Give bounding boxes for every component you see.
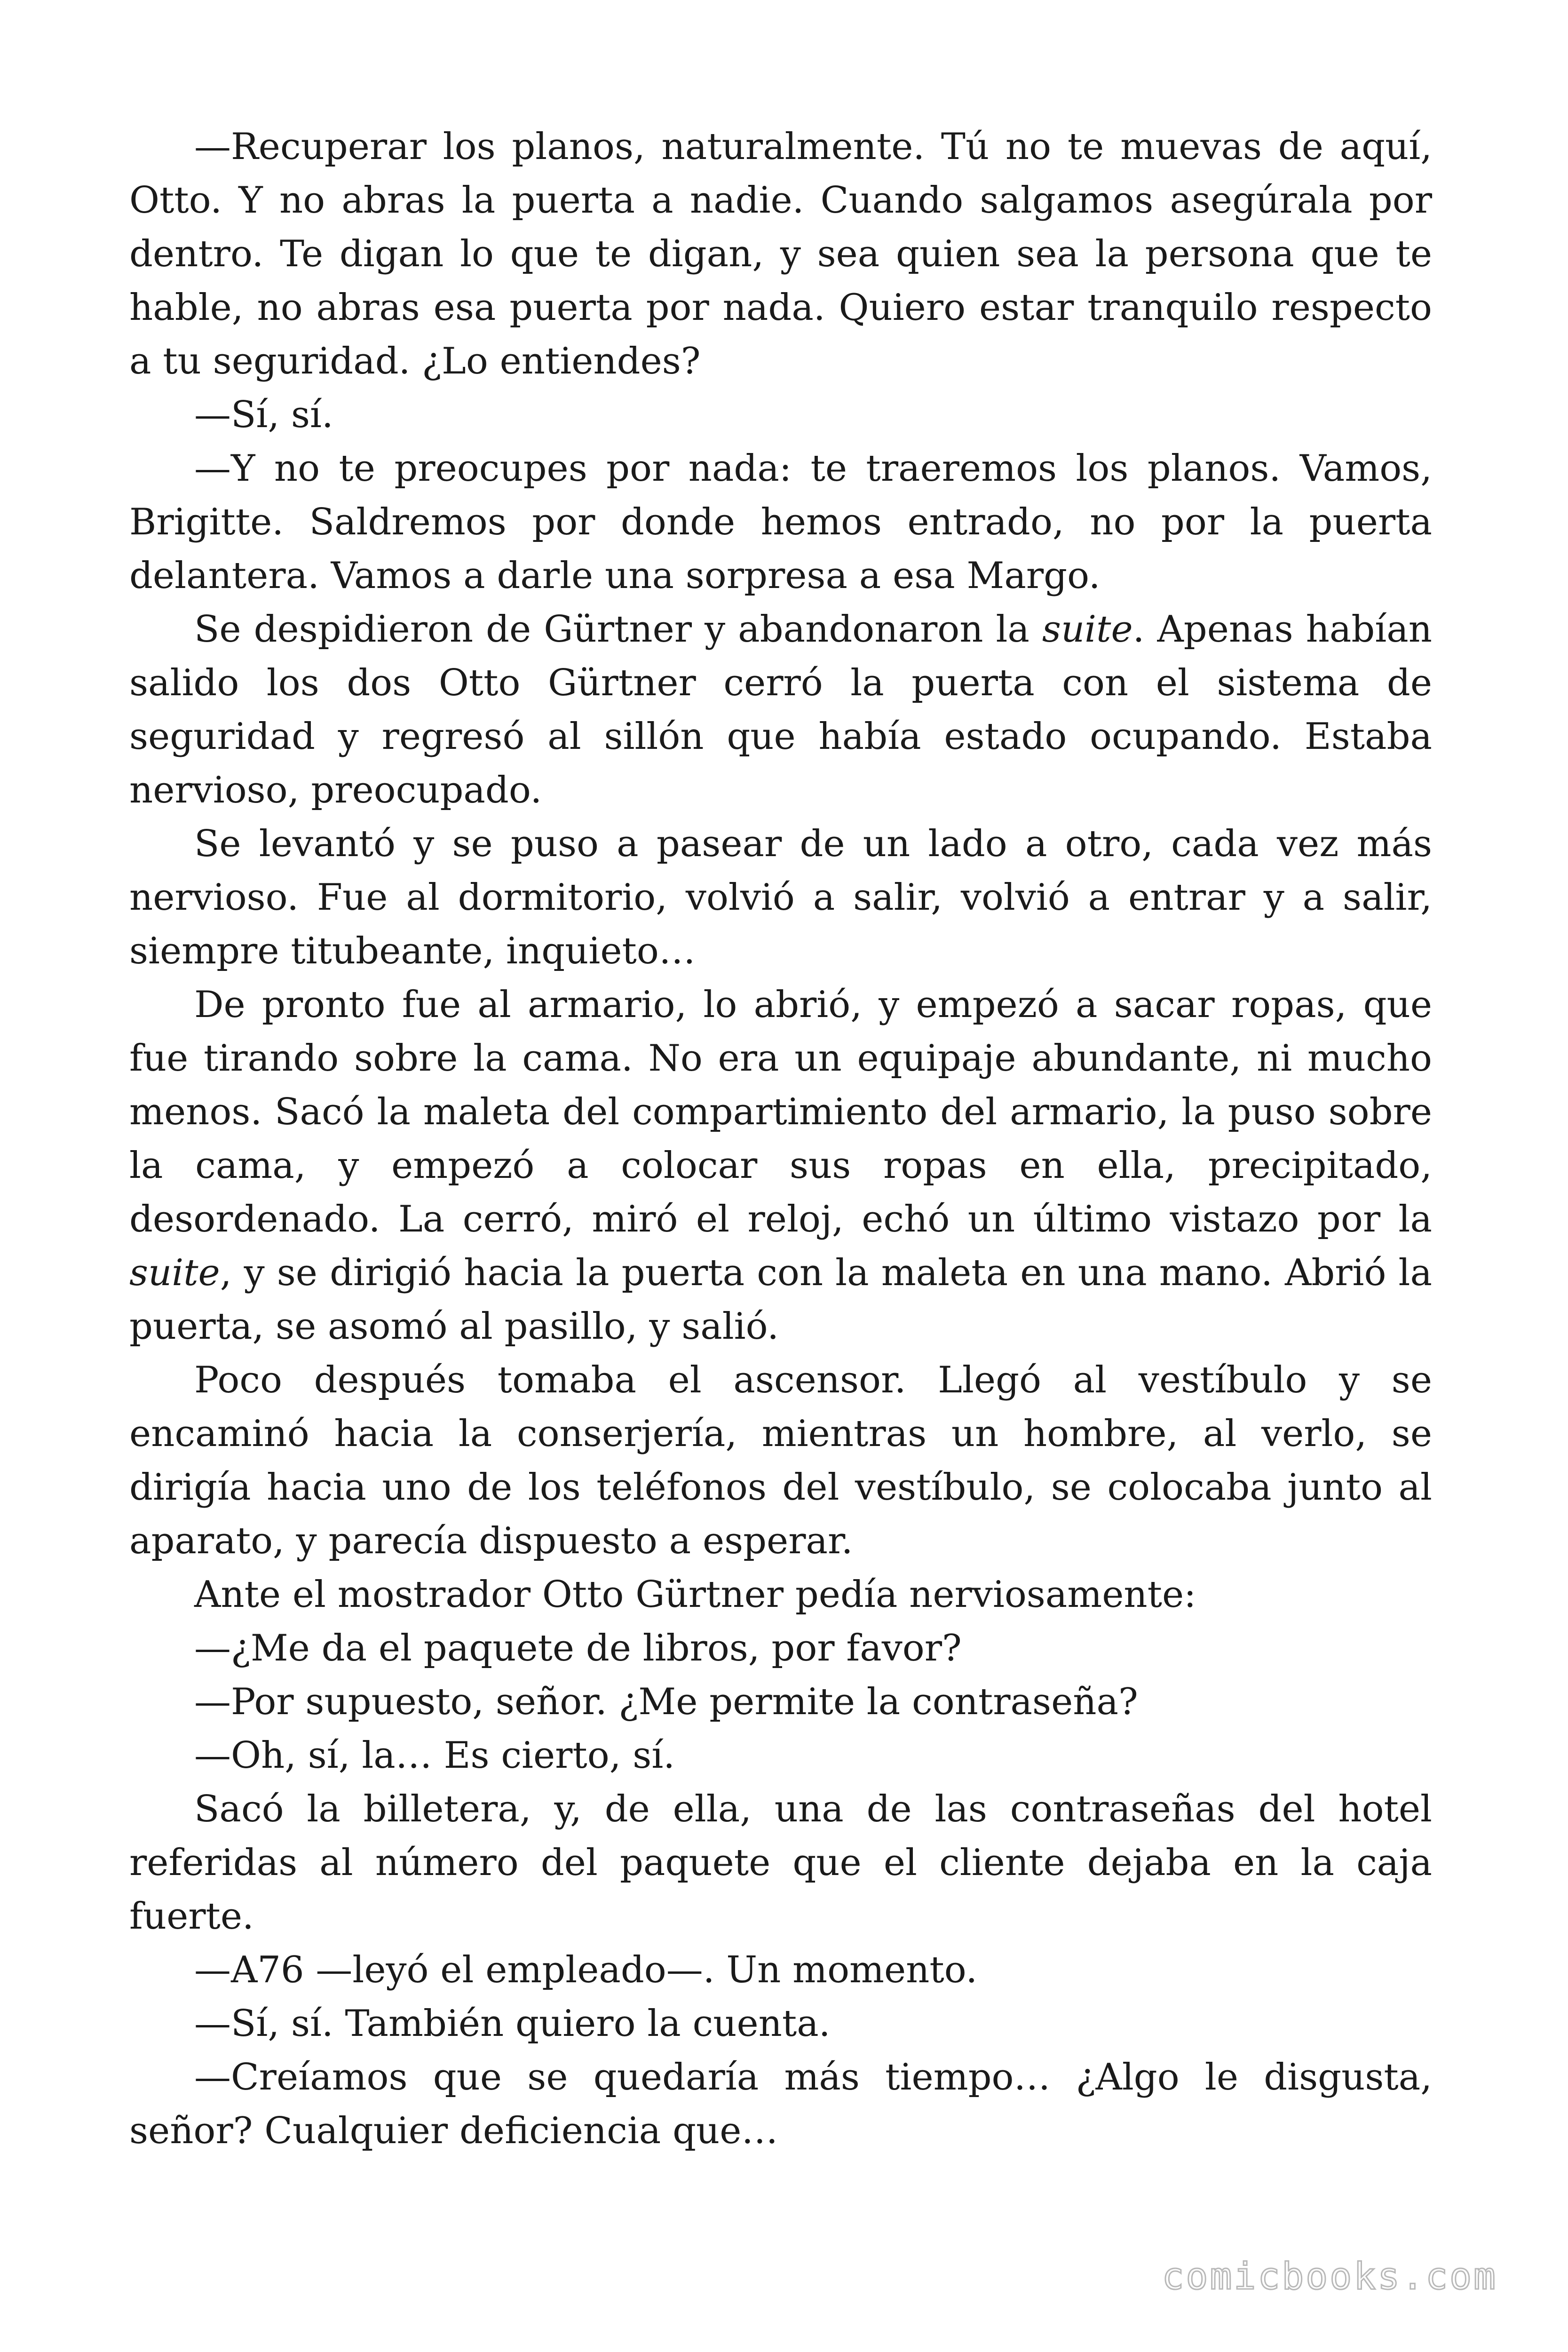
body-text xyxy=(129,120,1432,2158)
italic-word: suite xyxy=(129,1252,220,1294)
paragraph: —¿Me da el paquete de libros, por favor? xyxy=(194,1627,962,1669)
paragraph: Se levantó y se puso a pasear de un lado a otro, cada vez más nervioso. Fue al dormitorio, volvió a salir, volvió a entrar y a salir, siempre titubeante, inquieto… xyxy=(129,823,1432,972)
paragraph: —Sí, sí. También quiero la cuenta. xyxy=(194,2002,831,2045)
watermark: comicbooks.com xyxy=(1162,2256,1497,2298)
paragraph: —A76 —leyó el empleado—. Un momento. xyxy=(194,1949,978,1991)
paragraph: Se despidieron de Gürtner y abandonaron la suite. Apenas habían salido los dos Otto Gürtner cerró la puerta con el sistema de seguridad y regresó al sillón que había estado ocupando. Estaba nervioso, preocupado. xyxy=(129,608,1432,811)
paragraph: —Oh, sí, la… Es cierto, sí. xyxy=(194,1734,675,1777)
paragraph: Ante el mostrador Otto Gürtner pedía nerviosamente: xyxy=(194,1573,1196,1616)
paragraph: —Y no te preocupes por nada: te traeremos los planos. Vamos, Brigitte. Saldremos por donde hemos entrado, no por la puerta delantera. Vamos a darle una sorpresa a esa Margo. xyxy=(129,447,1432,597)
paragraph: De pronto fue al armario, lo abrió, y empezó a sacar ropas, que fue tirando sobre la cama. No era un equipaje abundante, ni mucho menos. Sacó la maleta del compartimiento del armario, la puso sobre la cama, y empezó a colocar sus ropas en ella, precipitado, desordenado. La cerró, miró el reloj, echó un último vistazo por la suite, y se dirigió hacia la puerta con la maleta en una mano. Abrió la puerta, se asomó al pasillo, y salió. xyxy=(129,984,1432,1348)
paragraph: Poco después tomaba el ascensor. Llegó al vestíbulo y se encaminó hacia la conserjería, mientras un hombre, al verlo, se dirigía hacia uno de los teléfonos del vestíbulo, se colocaba junto al aparato, y parecía dispuesto a esperar. xyxy=(129,1359,1432,1562)
paragraph: —Por supuesto, señor. ¿Me permite la contraseña? xyxy=(194,1681,1138,1723)
italic-word: suite xyxy=(1042,608,1133,651)
paragraph: —Sí, sí. xyxy=(194,394,333,436)
paragraph: —Recuperar los planos, naturalmente. Tú no te muevas de aquí, Otto. Y no abras la puerta a nadie. Cuando salgamos asegúrala por dentro. Te digan lo que te digan, y sea quien sea la persona que te hable, no abras esa puerta por nada. Quiero estar tranquilo respecto a tu seguridad. ¿Lo entiendes? xyxy=(129,126,1432,382)
paragraph: Sacó la billetera, y, de ella, una de las contraseñas del hotel referidas al número del paquete que el cliente dejaba en la caja fuerte. xyxy=(129,1788,1432,1938)
paragraph: —Creíamos que se quedaría más tiempo… ¿Algo le disgusta, señor? Cualquier deficiencia que… xyxy=(129,2056,1432,2152)
